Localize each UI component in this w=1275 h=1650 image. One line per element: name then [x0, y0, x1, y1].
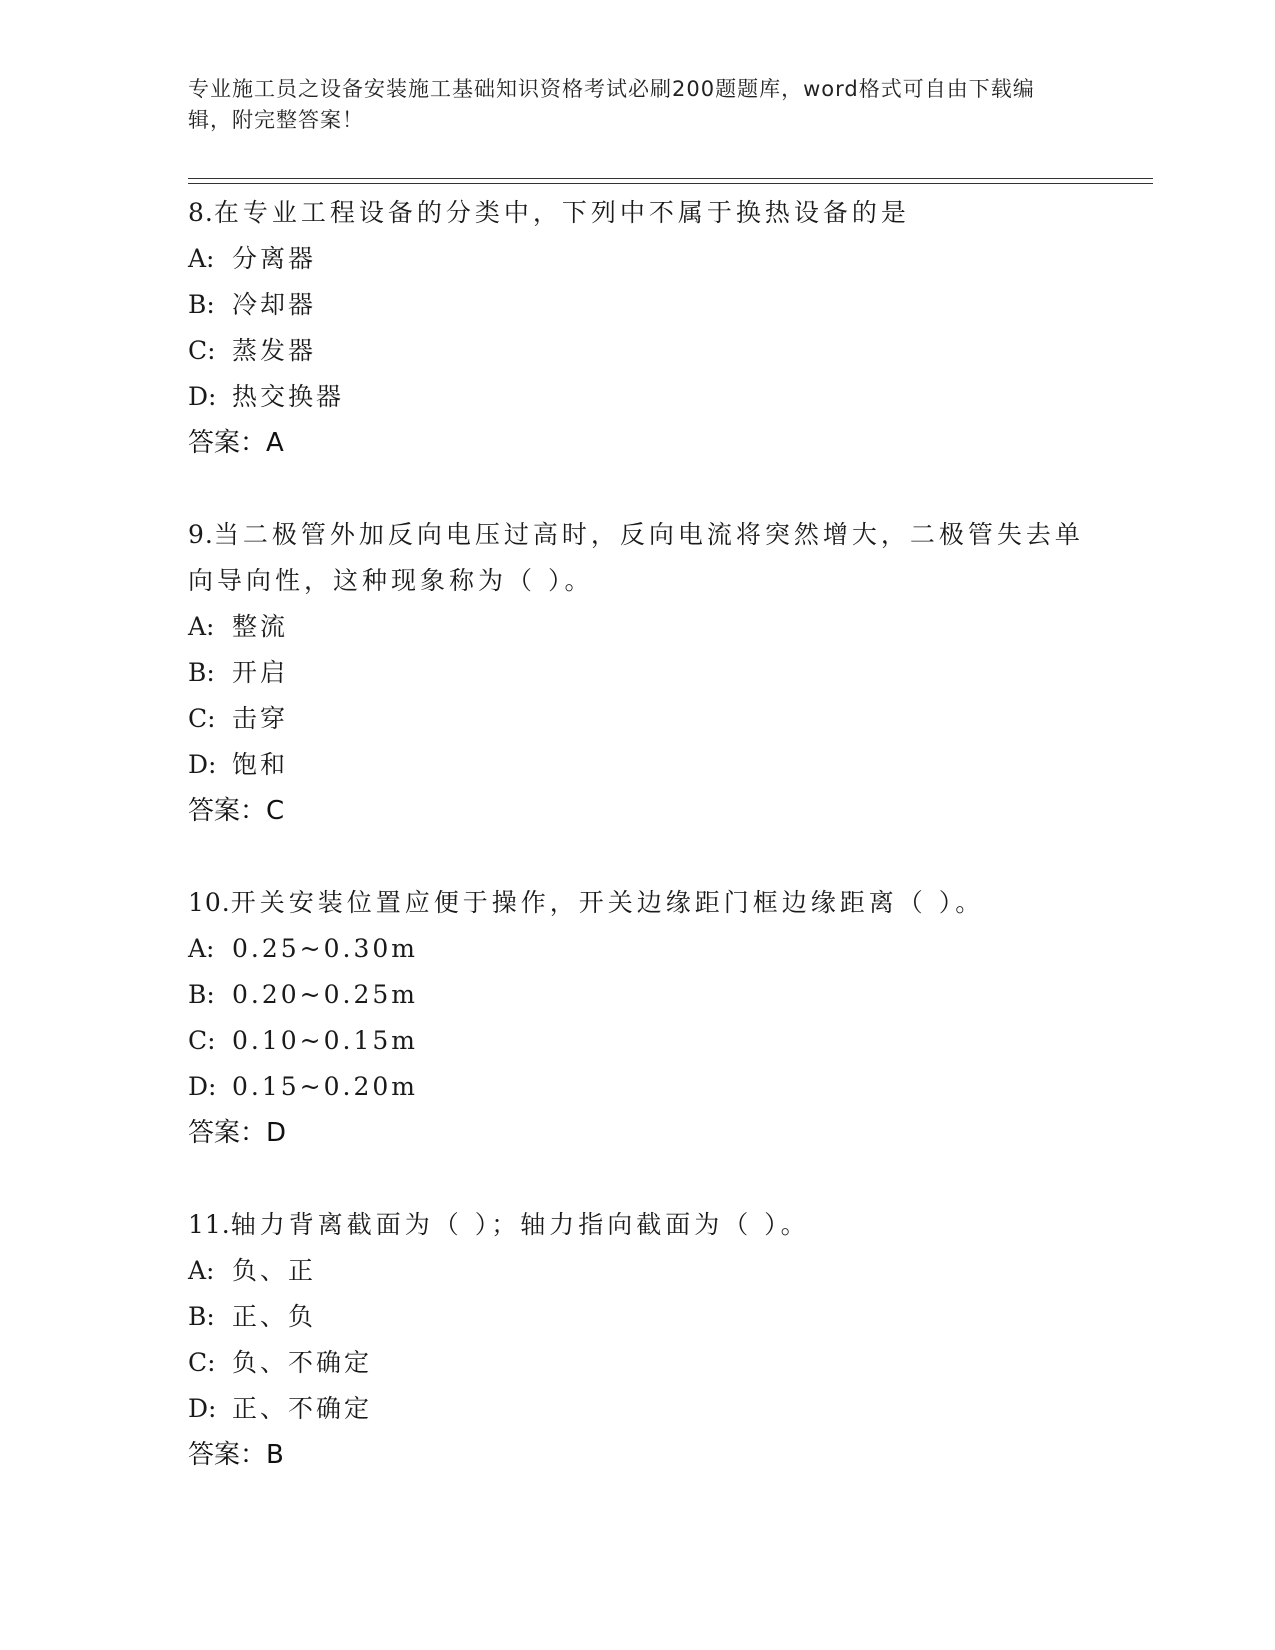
option-text: 热交换器 — [232, 382, 345, 411]
spacer — [188, 466, 1088, 512]
option-letter: A: — [188, 1256, 215, 1285]
spacer — [188, 834, 1088, 880]
option-b — [188, 650, 1088, 696]
option-text: 击穿 — [232, 704, 289, 733]
question-number: 8. — [188, 198, 214, 227]
option-d — [188, 1386, 1088, 1432]
question-body: 当二极管外加反向电压过高时，反向电流将突然增大，二极管失去单向导向性，这种现象称为（ ）。 — [188, 520, 1084, 595]
option-d — [188, 742, 1088, 788]
answer-line — [188, 1432, 1088, 1478]
question-8 — [188, 190, 1088, 466]
option-text: 分离器 — [232, 244, 317, 273]
option-letter: C: — [188, 336, 216, 365]
answer-value: C — [266, 796, 285, 826]
question-text — [188, 512, 1088, 604]
option-text: 负、正 — [232, 1256, 317, 1285]
answer-value: D — [266, 1118, 287, 1148]
answer-label: 答案： — [188, 1118, 267, 1148]
option-b — [188, 972, 1088, 1018]
answer-line — [188, 420, 1088, 466]
header-divider-bottom — [188, 183, 1153, 184]
option-a — [188, 926, 1088, 972]
option-a — [188, 236, 1088, 282]
option-d — [188, 374, 1088, 420]
answer-label: 答案： — [188, 428, 267, 458]
question-10 — [188, 880, 1088, 1156]
option-letter: A: — [188, 612, 215, 641]
question-body: 在专业工程设备的分类中，下列中不属于换热设备的是 — [213, 198, 910, 227]
option-text: 蒸发器 — [232, 336, 317, 365]
question-number: 9. — [188, 520, 214, 549]
question-list — [188, 190, 1088, 1478]
answer-value: A — [266, 428, 284, 458]
option-text: 正、负 — [232, 1302, 317, 1331]
option-letter: D: — [188, 1072, 217, 1101]
option-c — [188, 328, 1088, 374]
option-b — [188, 1294, 1088, 1340]
question-body: 开关安装位置应便于操作，开关边缘距门框边缘距离（ ）。 — [230, 888, 985, 917]
header-divider-top — [188, 178, 1153, 179]
option-text: 0.10~0.15m — [232, 1026, 418, 1055]
option-text: 负、不确定 — [232, 1348, 373, 1377]
question-text — [188, 190, 1088, 236]
answer-label: 答案： — [188, 1440, 267, 1470]
option-letter: C: — [188, 1348, 216, 1377]
option-letter: A: — [188, 244, 215, 273]
question-text — [188, 880, 1088, 926]
answer-line — [188, 788, 1088, 834]
option-text: 冷却器 — [232, 290, 317, 319]
option-letter: B: — [188, 658, 215, 687]
answer-line — [188, 1110, 1088, 1156]
option-text: 0.20~0.25m — [232, 980, 418, 1009]
question-number: 10. — [188, 888, 231, 917]
answer-value: B — [266, 1440, 284, 1470]
option-text: 整流 — [232, 612, 289, 641]
option-d — [188, 1064, 1088, 1110]
option-c — [188, 1340, 1088, 1386]
option-letter: B: — [188, 1302, 215, 1331]
question-11 — [188, 1202, 1088, 1478]
option-text: 0.25~0.30m — [232, 934, 418, 963]
question-text — [188, 1202, 1088, 1248]
option-letter: B: — [188, 980, 215, 1009]
answer-label: 答案： — [188, 796, 267, 826]
option-text: 饱和 — [232, 750, 289, 779]
question-9 — [188, 512, 1088, 834]
option-a — [188, 604, 1088, 650]
option-text: 正、不确定 — [232, 1394, 373, 1423]
option-c — [188, 696, 1088, 742]
option-c — [188, 1018, 1088, 1064]
document-header: 专业施工员之设备安装施工基础知识资格考试必刷200题题库，word格式可自由下载编辑，附完整答案！ — [188, 77, 1035, 132]
option-letter: D: — [188, 750, 217, 779]
option-text: 0.15~0.20m — [232, 1072, 418, 1101]
option-letter: C: — [188, 1026, 216, 1055]
option-letter: A: — [188, 934, 215, 963]
question-body: 轴力背离截面为（ ）；轴力指向截面为（ ）。 — [230, 1210, 810, 1239]
option-letter: C: — [188, 704, 216, 733]
option-b — [188, 282, 1088, 328]
option-letter: B: — [188, 290, 215, 319]
option-letter: D: — [188, 1394, 217, 1423]
option-text: 开启 — [232, 658, 289, 687]
spacer — [188, 1156, 1088, 1202]
option-letter: D: — [188, 382, 217, 411]
option-a — [188, 1248, 1088, 1294]
question-number: 11. — [188, 1210, 231, 1239]
